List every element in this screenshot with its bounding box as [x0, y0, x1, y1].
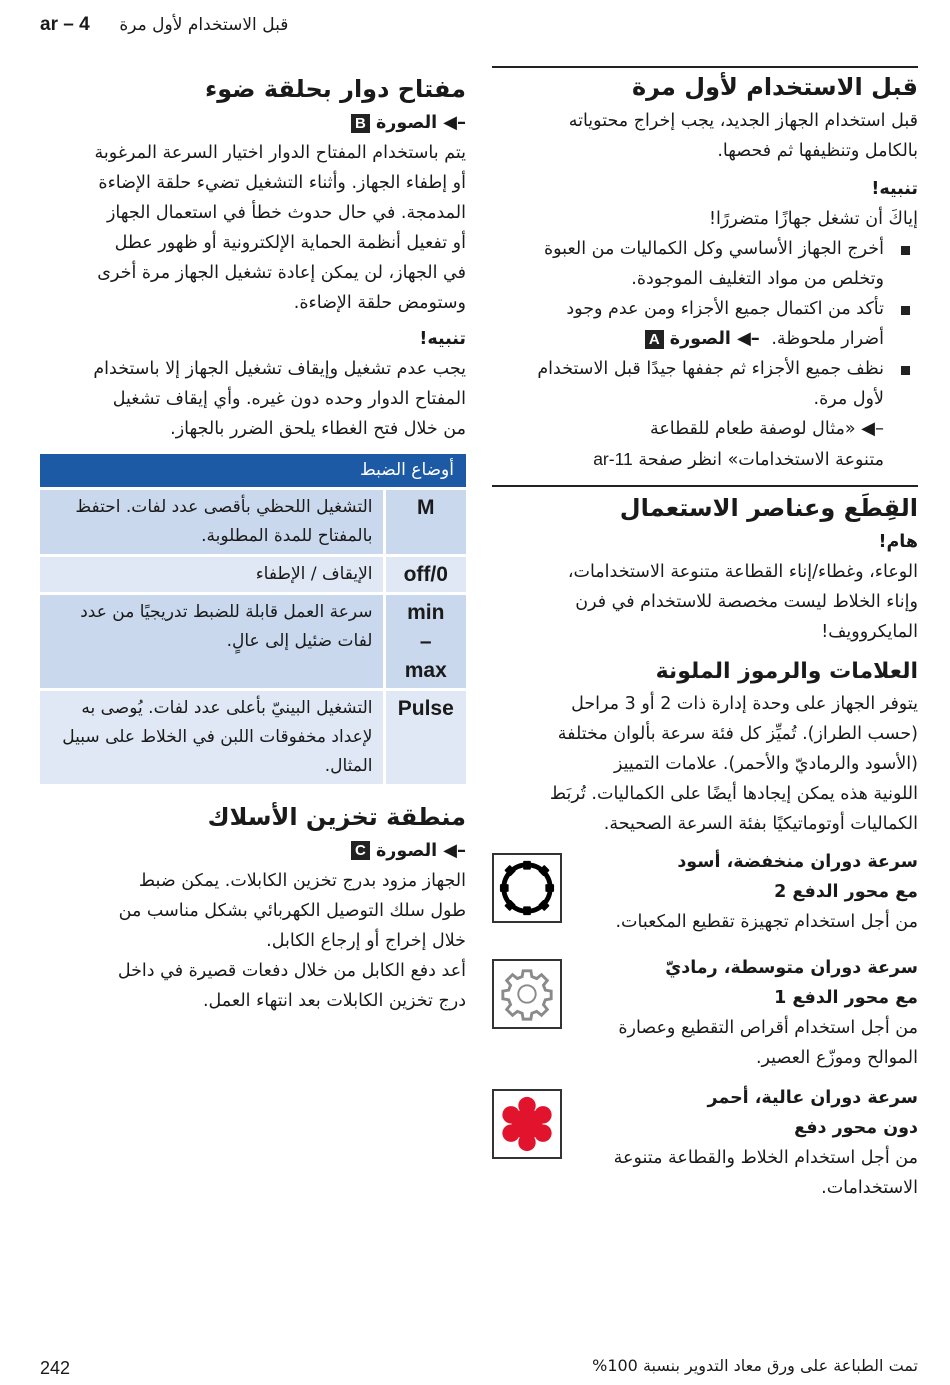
figure-letter-badge: B [351, 114, 370, 133]
page-reference-link[interactable]: ar-11 [593, 449, 633, 469]
warning-line: يجب عدم تشغيل وإيقاف تشغيل الجهاز إلا باستخدام [93, 359, 466, 379]
figure-label: الصورة [669, 329, 731, 349]
cable-body-line: أعد دفع الكابل من خلال دفعات قصيرة في داخل [117, 960, 466, 981]
bullet-line: وتخلص من مواد التغليف الموجودة. [631, 269, 884, 289]
mode-key: 0/off [384, 555, 466, 593]
speed-desc: الاستخدامات. [821, 1178, 918, 1198]
figure-ref-a [645, 324, 760, 354]
arrow-icon: ◀– [443, 839, 466, 861]
speed-drive: دون محور دفع [794, 1118, 918, 1138]
arrow-icon: ◀– [443, 112, 466, 133]
color-codes-line: (حسب الطراز). تُميِّز كل فئة سرعة بألوان مختلفة [557, 724, 918, 744]
table-row [40, 555, 466, 593]
warning-line: من خلال فتح الغطاء يلحق الضرر بالجهاز. [170, 419, 466, 439]
warning-title: تنبيه! [419, 329, 466, 349]
figure-label: الصورة [375, 840, 438, 861]
speed-drive: مع محور الدفع 2 [774, 882, 918, 902]
warning-line: المفتاح الدوار وحده دون غيره. وأي إيقاف تشغيل [112, 389, 466, 409]
figure-label: الصورة [375, 113, 438, 133]
mode-key: Pulse [384, 689, 466, 784]
arrow-icon: ◀– [736, 328, 760, 349]
speed-title: سرعة دوران منخفضة، أسود [677, 852, 918, 872]
example-reference [492, 414, 918, 475]
mode-desc: التشغيل اللحظي بأقصى عدد لفات. احتفظ بالمفتاح للمدة المطلوبة. [40, 488, 384, 555]
page-number: 242 [40, 1358, 71, 1378]
color-codes-line: اللونية هذه يمكن إيجادها أيضًا على الكماليات. تُربَط [549, 784, 918, 804]
bullet-line-with-figure [492, 324, 884, 354]
figure-ref-c [40, 836, 466, 866]
color-codes-line: (الأسود والرماديّ والأحمر). علامات التمييز [613, 754, 918, 774]
figure-letter-badge: A [645, 330, 664, 349]
speed-item-red [492, 1083, 918, 1203]
left-column [40, 70, 466, 1016]
important-line: وإناء الخلاط ليست مخصصة للاستخدام في فرن [575, 592, 918, 612]
settings-table [40, 454, 466, 784]
recycled-paper-note: تمت الطباعة على ورق معاد التدوير بنسبة 100% [592, 1356, 918, 1375]
cable-body-line: خلال إخراج أو إرجاع الكابل. [266, 930, 466, 951]
intro-line: قبل استخدام الجهاز الجديد، يجب إخراج محتوياته [568, 111, 918, 131]
example-text: متنوعة الاستخدامات» انظر صفحة [638, 450, 884, 470]
speed-drive: مع محور الدفع 1 [774, 988, 918, 1008]
mode-key-line: – [419, 629, 432, 653]
mode-key: M [384, 488, 466, 555]
color-codes-line: يتوفر الجهاز على وحدة إدارة ذات 2 أو 3 مراحل [571, 694, 918, 714]
warning-text: إياكَ أن تشغل جهازًا متضررًا! [709, 209, 918, 229]
list-item [492, 354, 918, 414]
mode-key [384, 593, 466, 689]
speed-item-gray [492, 953, 918, 1073]
table-header: أوضاع الضبط [40, 454, 466, 488]
mode-key-line: max [404, 658, 447, 682]
bullet-list [492, 234, 918, 414]
rotary-body-line: يتم باستخدام المفتاح الدوار اختيار السرعة المرغوبة [94, 143, 466, 163]
parts-heading: القِطَع وعناصر الاستعمال [619, 494, 918, 522]
mode-key-line: min [407, 600, 445, 624]
rotary-body-line: المدمجة. في حال حدوث خطأ في استعمال الجهاز [106, 203, 466, 223]
speed-desc: الموالح وموزّع العصير. [755, 1048, 918, 1068]
mode-desc: التشغيل البينيّ بأعلى عدد لفات. يُوصى به لإعداد مخفوقات اللبن في الخلاط على سبيل المثال. [40, 689, 384, 784]
bullet-line: أضرار ملحوظة. [771, 329, 884, 349]
running-header [40, 14, 340, 36]
speed-title: سرعة دوران عالية، أحمر [707, 1088, 918, 1108]
red-flower-icon [492, 1089, 562, 1159]
important-title: هام! [878, 532, 918, 552]
gray-gear-icon [492, 959, 562, 1029]
table-row [40, 488, 466, 555]
speed-item-black [492, 847, 918, 943]
example-line [492, 414, 884, 444]
list-item [492, 294, 918, 354]
figure-letter-badge: C [351, 841, 370, 860]
cable-storage-heading: منطقة تخزين الأسلاك [207, 802, 466, 831]
important-line: الوعاء، وغطاء/إناء القطاعة متنوعة الاستخدامات، [567, 562, 918, 582]
rotary-body-line: أو إطفاء الجهاز. وأثناء التشغيل تضيء حلقة الإضاءة [98, 173, 466, 193]
example-text: «مثال لوصفة طعام للقطاعة [649, 419, 856, 439]
section-divider [492, 485, 918, 487]
rotary-body-line: أو تفعيل أنظمة الحماية الإلكترونية أو ظهور عطل [114, 233, 466, 253]
cable-body-line: الجهاز مزود بدرج تخزين الكابلات. يمكن ضبط [138, 870, 466, 891]
speed-desc: من أجل استخدام أقراص التقطيع وعصارة [618, 1018, 918, 1038]
speed-desc: من أجل استخدام تجهيزة تقطيع المكعبات. [615, 912, 918, 932]
mode-desc: سرعة العمل قابلة للضبط تدريجيًا من عدد لفات ضئيل إلى عالٍ. [40, 593, 384, 689]
arrow-icon: ◀– [861, 418, 884, 439]
black-gear-ring-icon [492, 853, 562, 923]
table-row [40, 593, 466, 689]
page-code: ar – 4 [40, 14, 90, 35]
bullet-line: نظف جميع الأجزاء ثم جففها جيدًا قبل الاستخدام [537, 359, 884, 379]
mode-desc: الإيقاف / الإطفاء [40, 555, 384, 593]
warning-title: تنبيه! [871, 179, 918, 199]
rotary-switch-heading: مفتاح دوار بحلقة ضوء [204, 75, 466, 103]
right-column [492, 66, 918, 1203]
intro-line: بالكامل وتنظيفها ثم فحصها. [717, 141, 918, 161]
list-item [492, 234, 918, 294]
bullet-line: أخرج الجهاز الأساسي وكل الكماليات من العبوة [543, 239, 884, 259]
color-codes-heading: العلامات والرموز الملونة [655, 659, 918, 684]
example-line [492, 444, 884, 475]
speed-desc: من أجل استخدام الخلاط والقطاعة متنوعة [613, 1148, 918, 1168]
speed-title: سرعة دوران متوسطة، رماديّ [665, 958, 918, 978]
rotary-body-line: وستومض حلقة الإضاءة. [293, 293, 466, 313]
first-use-heading: قبل الاستخدام لأول مرة [631, 73, 918, 101]
color-codes-line: الكماليات أوتوماتيكيًا بفئة السرعة الصحيحة. [603, 814, 918, 834]
cable-body-line: درج تخزين الكابلات بعد انتهاء العمل. [202, 990, 466, 1011]
bullet-line: تأكد من اكتمال جميع الأجزاء ومن عدم وجود [566, 299, 884, 319]
table-row [40, 689, 466, 784]
running-title: قبل الاستخدام لأول مرة [119, 15, 289, 35]
bullet-line: لأول مرة. [813, 389, 884, 409]
figure-ref-b [40, 108, 466, 138]
cable-body-line: طول سلك التوصيل الكهربائي بشكل مناسب من [118, 900, 466, 921]
rotary-body-line: في الجهاز، لن يمكن إعادة تشغيل الجهاز مرة أخرى [97, 263, 466, 283]
important-line: المايكروويف! [821, 622, 918, 642]
